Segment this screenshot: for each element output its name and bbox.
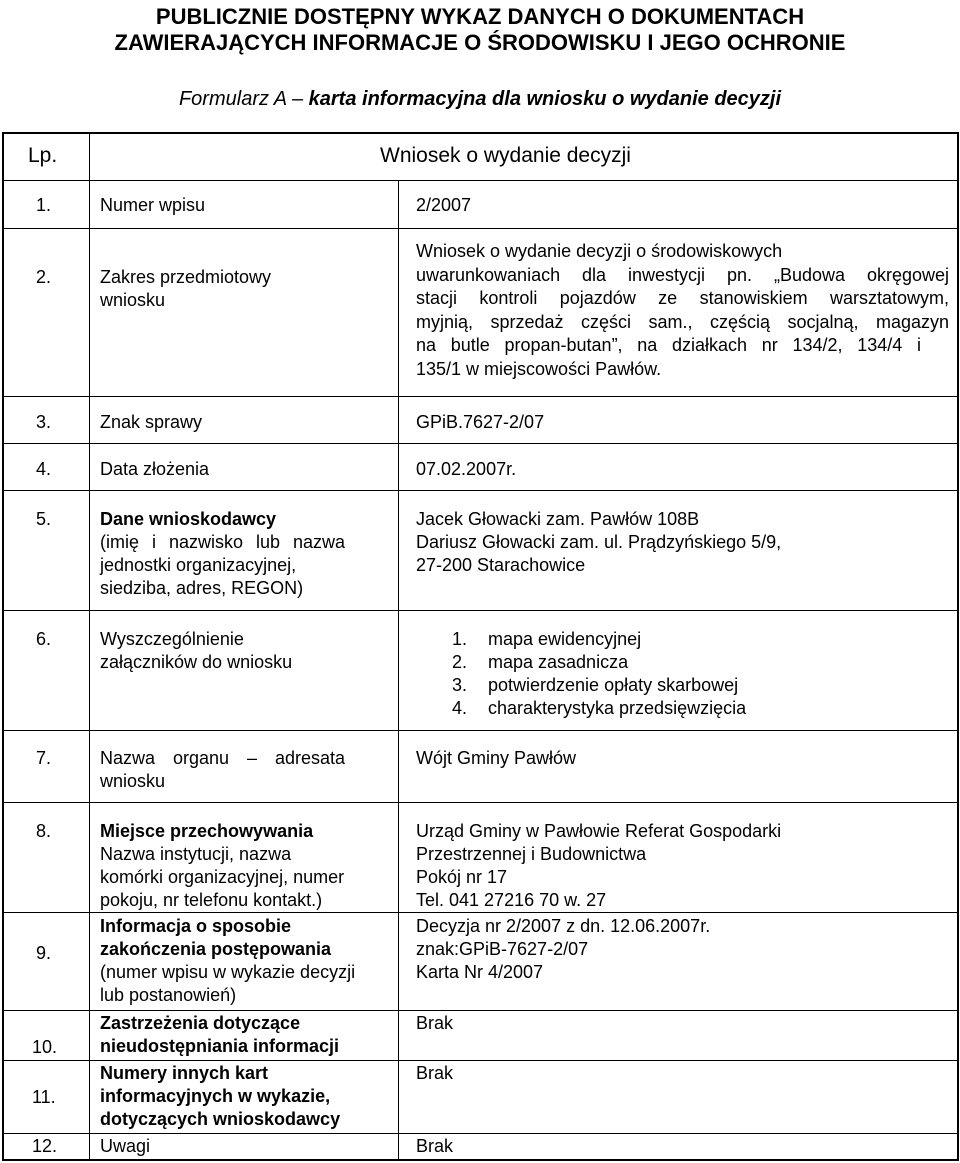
row-divider	[2, 912, 959, 913]
row-label-line: Nazwa instytucji, nazwa	[100, 844, 292, 864]
row-divider	[2, 610, 959, 611]
row-number: 10.	[32, 1037, 58, 1057]
form-subtitle-bold: karta informacyjna dla wniosku o wydanie decyzji	[308, 88, 782, 110]
row-label-line: Dane wnioskodawcy	[100, 509, 277, 529]
row-label-line: Zastrzeżenia dotyczące	[100, 1013, 301, 1033]
row-label-line: Informacja o sposobie	[100, 916, 292, 936]
row-divider	[2, 490, 959, 491]
value-column-divider	[398, 180, 399, 1161]
row-number: 8.	[36, 821, 52, 841]
row-label-line: Numery innych kart	[100, 1063, 269, 1083]
value-line: 27-200 Starachowice	[416, 555, 586, 575]
row-divider	[2, 228, 959, 229]
row-label-line: Miejsce przechowywania	[100, 821, 314, 841]
row-label-zakonczenie	[100, 915, 355, 1007]
row-value-zakres	[416, 240, 949, 381]
row-label-line: zakończenia postępowania	[100, 939, 332, 959]
list-item-text: charakterystyka przedsięwzięcia	[488, 698, 747, 718]
row-divider	[2, 1010, 959, 1011]
list-item-number: 4.	[452, 698, 468, 718]
attachments-list	[452, 628, 746, 720]
value-line: Urząd Gminy w Pawłowie Referat Gospodarki	[416, 821, 782, 841]
row-number: 11.	[32, 1087, 56, 1107]
value-line: myjnią, sprzedaż części sam., częścią socjalną, magazyn	[416, 311, 949, 332]
row-label-line: jednostki organizacyjnej,	[100, 555, 297, 575]
row-divider	[2, 443, 959, 444]
row-number: 12.	[32, 1136, 58, 1156]
row-label-line: Zakres przedmiotowy	[100, 267, 272, 287]
row-divider	[2, 1060, 959, 1061]
row-number: 5.	[36, 509, 52, 529]
row-divider	[2, 180, 959, 181]
row-value-miejsce	[416, 820, 781, 912]
row-label-line: (numer wpisu w wykazie decyzji	[100, 962, 356, 982]
list-item	[452, 674, 746, 697]
row-label-line: wniosku	[100, 290, 166, 310]
value-line: Jacek Głowacki zam. Pawłów 108B	[416, 509, 700, 529]
row-label-znak-sprawy: Znak sprawy	[100, 412, 203, 432]
form-subtitle-prefix: Formularz A –	[178, 88, 309, 110]
row-label-zalaczniki	[100, 628, 292, 674]
lp-header: Lp.	[28, 144, 58, 167]
row-label-zakres	[100, 266, 271, 312]
row-number: 6.	[36, 629, 52, 649]
row-divider	[2, 802, 959, 803]
value-line: stacji kontroli pojazdów ze stanowiskiem warsztatowym,	[416, 288, 949, 308]
row-value-numer-wpisu: 2/2007	[416, 195, 472, 215]
list-item-number: 1.	[452, 629, 468, 649]
row-divider	[2, 396, 959, 397]
row-value-uwagi: Brak	[416, 1136, 454, 1156]
lp-column-divider	[89, 132, 90, 1161]
row-label-line: informacyjnych w wykazie,	[100, 1086, 331, 1106]
value-line: Tel. 041 27216 70 w. 27	[416, 890, 607, 910]
value-line: Karta Nr 4/2007	[416, 962, 544, 982]
row-number: 9.	[36, 943, 52, 963]
value-line: Dariusz Głowacki zam. ul. Prądzyńskiego 5/9,	[416, 532, 782, 552]
table-border-right	[957, 132, 959, 1161]
row-label-line: Nazwa organu – adresata	[100, 748, 345, 768]
row-number: 2.	[36, 267, 52, 287]
list-item-text: potwierdzenie opłaty skarbowej	[488, 675, 739, 695]
row-label-line: (imię i nazwisko lub nazwa	[100, 532, 345, 552]
list-item-text: mapa zasadnicza	[488, 652, 629, 672]
row-label-zastrzezenia	[100, 1012, 339, 1058]
row-value-zakonczenie	[416, 915, 710, 984]
row-value-data-zlozenia: 07.02.2007r.	[416, 459, 517, 479]
row-number: 1.	[36, 195, 52, 215]
row-value-adresat: Wójt Gminy Pawłów	[416, 748, 577, 768]
row-label-line: komórki organizacyjnej, numer	[100, 867, 345, 887]
table-border-left	[2, 132, 4, 1161]
value-line: znak:GPiB-7627-2/07	[416, 939, 589, 959]
row-number: 4.	[36, 459, 52, 479]
row-label-dane-wnioskodawcy	[100, 508, 345, 600]
row-label-numer-wpisu: Numer wpisu	[100, 195, 206, 215]
form-subtitle	[0, 86, 960, 112]
row-value-znak-sprawy: GPiB.7627-2/07	[416, 412, 545, 432]
row-label-line: dotyczących wnioskodawcy	[100, 1109, 341, 1129]
row-label-numery-kart	[100, 1062, 340, 1131]
row-label-adresat	[100, 747, 345, 793]
value-line: na butle propan-butan”, na działkach nr 134/2, 134/4 i	[416, 335, 921, 355]
table-border-top	[2, 132, 959, 134]
list-item-number: 2.	[452, 652, 468, 672]
list-item	[452, 651, 746, 674]
row-number: 7.	[36, 748, 52, 768]
row-divider	[2, 730, 959, 731]
value-line: uwarunkowaniach dla inwestycji pn. „Budowa okręgowej	[416, 264, 949, 285]
document-title-line1: PUBLICZNIE DOSTĘPNY WYKAZ DANYCH O DOKUMENTACH	[155, 4, 805, 29]
row-label-line: siedziba, adres, REGON)	[100, 578, 304, 598]
value-line: Pokój nr 17	[416, 867, 508, 887]
row-divider	[2, 1133, 959, 1134]
row-label-line: załączników do wniosku	[100, 652, 293, 672]
table-title-header: Wniosek o wydanie decyzji	[380, 144, 631, 167]
list-item-text: mapa ewidencyjnej	[488, 629, 642, 649]
value-line: 135/1 w miejscowości Pawłów.	[416, 358, 662, 379]
table-border-bottom	[2, 1159, 959, 1161]
row-label-line: lub postanowień)	[100, 985, 237, 1005]
row-label-line: nieudostępniania informacji	[100, 1036, 340, 1056]
row-value-numery-kart: Brak	[416, 1063, 454, 1083]
row-label-line: wniosku	[100, 771, 166, 791]
row-label-line: Wyszczególnienie	[100, 629, 244, 649]
row-number: 3.	[36, 412, 52, 432]
value-line: Decyzja nr 2/2007 z dn. 12.06.2007r.	[416, 916, 711, 936]
row-value-zastrzezenia: Brak	[416, 1013, 454, 1033]
list-item	[452, 697, 746, 720]
list-item-number: 3.	[452, 675, 468, 695]
row-value-dane-wnioskodawcy	[416, 508, 781, 577]
value-line: Wniosek o wydanie decyzji o środowiskowych	[416, 241, 783, 261]
list-item	[452, 628, 746, 651]
document-title-line2: ZAWIERAJĄCYCH INFORMACJE O ŚRODOWISKU I JEGO OCHRONIE	[114, 30, 846, 55]
row-label-uwagi: Uwagi	[100, 1136, 151, 1156]
row-label-line: pokoju, nr telefonu kontakt.)	[100, 890, 323, 910]
row-label-miejsce	[100, 820, 344, 912]
row-label-data-zlozenia: Data złożenia	[100, 459, 210, 479]
value-line: Przestrzennej i Budownictwa	[416, 844, 647, 864]
